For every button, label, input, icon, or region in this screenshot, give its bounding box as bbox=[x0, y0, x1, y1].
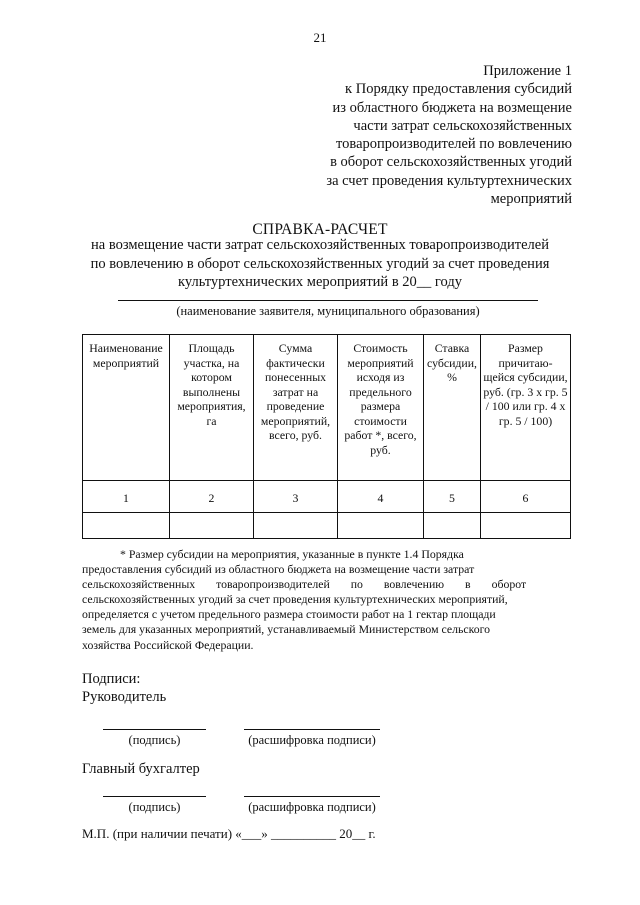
applicant-name-line bbox=[118, 300, 538, 301]
table-column-numbers-row bbox=[83, 481, 571, 513]
table-header-row bbox=[83, 335, 571, 481]
appendix-line: Приложение 1 bbox=[483, 63, 572, 79]
footnote-line: земель для указанных мероприятий, устанавливаемый Министерством сельского bbox=[82, 622, 491, 637]
footnote-line: сельскохозяйственных товаропроизводителей по вовлечению в оборот bbox=[82, 577, 527, 592]
empty-cell[interactable] bbox=[338, 513, 424, 539]
applicant-hint: (наименование заявителя, муниципального образования) bbox=[176, 304, 480, 318]
page-number: 21 bbox=[313, 30, 327, 45]
footnote-line: определяется с учетом предельного размера стоимости работ на 1 гектар площади bbox=[82, 607, 496, 622]
column-number-cell: 6 bbox=[481, 481, 571, 513]
director-signature-line[interactable] bbox=[103, 729, 206, 730]
empty-cell[interactable] bbox=[254, 513, 338, 539]
footnote-line: хозяйства Российской Федерации. bbox=[82, 637, 254, 652]
table-empty-row bbox=[83, 513, 571, 539]
subtitle-line: культуртехнических мероприятий в 20__ году bbox=[178, 274, 462, 290]
column-number-cell: 4 bbox=[338, 481, 424, 513]
document-title: СПРАВКА-РАСЧЕТ bbox=[252, 221, 388, 238]
empty-cell[interactable] bbox=[170, 513, 254, 539]
appendix-line: части затрат сельскохозяйственных bbox=[353, 117, 572, 134]
empty-cell[interactable] bbox=[481, 513, 571, 539]
subtitle-line: по вовлечению в оборот сельскохозяйственных угодий за счет проведения bbox=[90, 255, 550, 272]
document-subtitle bbox=[70, 236, 570, 292]
signatures-heading: Подписи: bbox=[82, 671, 141, 687]
header-cell: Сумма фактически понесенных затрат на проведение мероприятий, всего, руб. bbox=[254, 335, 338, 481]
column-number-cell: 2 bbox=[170, 481, 254, 513]
accountant-decoding-hint: (расшифровка подписи) bbox=[248, 800, 376, 814]
header-cell: Наименование мероприятий bbox=[83, 335, 170, 481]
appendix-line: за счет проведения культуртехнических bbox=[326, 172, 572, 189]
column-number-cell: 1 bbox=[83, 481, 170, 513]
header-cell: Площадь участка, на котором выполнены мероприятия, га bbox=[170, 335, 254, 481]
appendix-block bbox=[252, 62, 572, 208]
appendix-line: мероприятий bbox=[490, 191, 572, 208]
header-cell: Стоимость мероприятий исходя из предельного размера стоимости работ *, всего, руб. bbox=[338, 335, 424, 481]
director-label: Руководитель bbox=[82, 689, 167, 705]
subtitle-line: на возмещение части затрат сельскохозяйственных товаропроизводителей bbox=[91, 237, 549, 253]
column-number-cell: 3 bbox=[254, 481, 338, 513]
director-decoding-hint: (расшифровка подписи) bbox=[248, 733, 376, 747]
accountant-signature-line[interactable] bbox=[103, 796, 206, 797]
empty-cell[interactable] bbox=[83, 513, 170, 539]
appendix-line: в оборот сельскохозяйственных угодий bbox=[330, 154, 572, 171]
chief-accountant-label: Главный бухгалтер bbox=[82, 761, 200, 777]
director-signature-hint: (подпись) bbox=[128, 733, 181, 747]
empty-cell[interactable] bbox=[424, 513, 481, 539]
signatures-block bbox=[82, 670, 166, 706]
appendix-line: к Порядку предоставления субсидий bbox=[345, 81, 572, 98]
calculation-table bbox=[82, 334, 571, 539]
accountant-signature-hint: (подпись) bbox=[128, 800, 181, 814]
stamp-date-line: М.П. (при наличии печати) «___» __________ 20__ г. bbox=[82, 826, 376, 841]
column-number-cell: 5 bbox=[424, 481, 481, 513]
accountant-decoding-line[interactable] bbox=[244, 796, 380, 797]
footnote-line: сельскохозяйственных угодий за счет проведения культуртехнических мероприятий, bbox=[82, 592, 508, 607]
footnote bbox=[82, 547, 570, 653]
director-decoding-line[interactable] bbox=[244, 729, 380, 730]
header-cell: Ставка субсидии, % bbox=[424, 335, 481, 481]
appendix-line: из областного бюджета на возмещение bbox=[332, 99, 572, 116]
footnote-line: * Размер субсидии на мероприятия, указанные в пункте 1.4 Порядка bbox=[120, 547, 464, 561]
header-cell: Размер причитаю-щейся субсидии, руб. (гр. 3 x гр. 5 / 100 или гр. 4 x гр. 5 / 100) bbox=[481, 335, 571, 481]
footnote-line: предоставления субсидий из областного бюджета на возмещение части затрат bbox=[82, 562, 475, 577]
appendix-line: товаропроизводителей по вовлечению bbox=[336, 136, 572, 153]
